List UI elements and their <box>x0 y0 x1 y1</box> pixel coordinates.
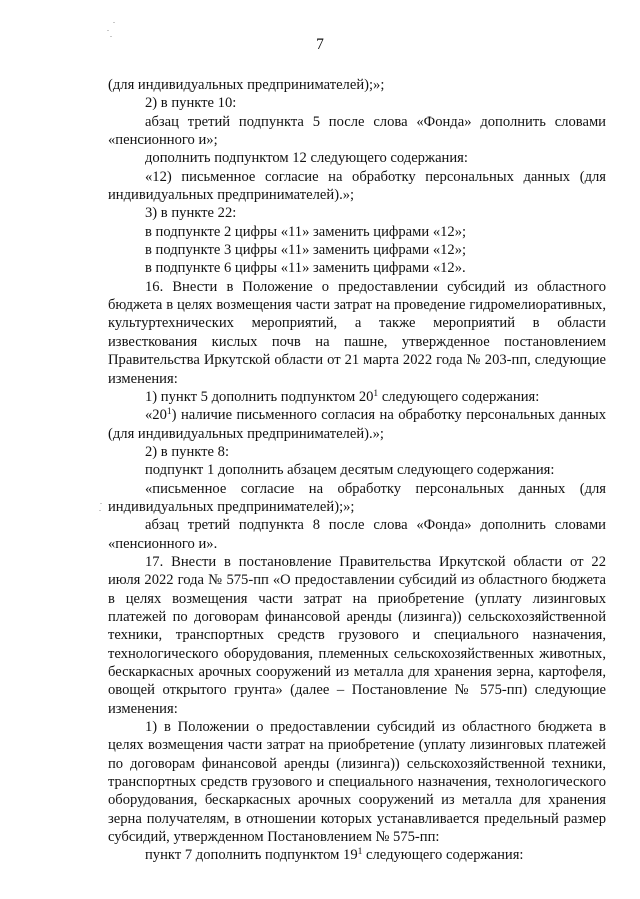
paragraph-text: пункт 7 дополнить подпунктом 19 <box>145 847 358 864</box>
paragraph <box>108 443 606 461</box>
paragraph-text: 17. Внести в постановление Правительства Иркутской области от 22 июля 2022 года № 575-пп «О предоставлении субсидий из областного бюджета в целях возмещения части затрат на приобретение (уплату лизинговых платежей по договорам финансовой аренды (лизинга)) сельскохозяйственной техники, транспортных средств грузового и специального назначения, технологического оборудования, племенных сельскохозяйственных животных, бескаркасных арочных сооружений из металла для хранения зерна, картофеля, овощей открытого грунта» (далее – Постановление № 575-пп) следующие изменения: <box>108 553 606 717</box>
paragraph-text: абзац третий подпункта 5 после слова «Фонда» дополнить словами «пенсионного и»; <box>108 113 606 149</box>
paragraph <box>108 846 606 864</box>
paragraph <box>108 149 606 167</box>
paragraph <box>108 278 606 388</box>
paragraph <box>108 516 606 553</box>
paragraph-text: «12) письменное согласие на обработку персональных данных (для индивидуальных предпринимателей).»; <box>108 168 606 204</box>
paragraph <box>108 223 606 241</box>
paragraph-text: 2) в пункте 10: <box>145 95 237 112</box>
superscript: 1 <box>373 388 379 399</box>
paragraph-text: 2) в пункте 8: <box>145 443 230 460</box>
paragraph <box>108 204 606 222</box>
scan-speck <box>100 503 102 504</box>
paragraph <box>108 241 606 259</box>
paragraph <box>108 113 606 150</box>
paragraph-text: абзац третий подпункта 8 после слова «Фонда» дополнить словами «пенсионного и». <box>108 517 606 552</box>
paragraph <box>108 259 606 277</box>
paragraph <box>108 388 606 406</box>
paragraph-text: ) наличие письменного согласия на обработку персональных данных (для индивидуальных предпринимателей).»; <box>108 407 606 442</box>
paragraph <box>108 406 606 443</box>
paragraph <box>108 480 606 517</box>
paragraph-text: «письменное согласие на обработку персональных данных (для индивидуальных предпринимателей);»; <box>108 480 606 515</box>
paragraph-text: 1) пункт 5 дополнить подпунктом 20 <box>145 388 374 405</box>
scan-speck <box>110 36 112 37</box>
paragraph <box>108 94 606 112</box>
scan-speck <box>99 510 101 511</box>
scan-speck <box>113 22 115 23</box>
paragraph-text: 3) в пункте 22: <box>145 205 237 222</box>
paragraph-text: в подпункте 6 цифры «11» заменить цифрами «12». <box>145 260 466 277</box>
paragraph-text: дополнить подпунктом 12 следующего содержания: <box>145 150 468 167</box>
paragraph <box>108 461 606 479</box>
document-body <box>108 76 606 865</box>
paragraph-text: 1) в Положении о предоставлении субсидий из областного бюджета в целях возмещения части затрат на приобретение (уплату лизинговых платежей по договорам финансовой аренды (лизинга)) сельскохозяйственной техники, транспортных средств грузового и специального назначения, технологического оборудования, бескаркасных арочных сооружений из металла для хранения зерна получателям, в отношении которых устанавливается предельный размер субсидий, утвержденном Постановлением № 575-пп: <box>108 719 606 846</box>
paragraph-text: следующего содержания: <box>362 847 524 864</box>
page-number: 7 <box>316 36 324 53</box>
paragraph-text: в подпункте 3 цифры «11» заменить цифрами «12»; <box>145 242 467 259</box>
paragraph-text: (для индивидуальных предпринимателей);»; <box>108 77 385 93</box>
superscript: 1 <box>166 407 172 418</box>
scan-speck <box>107 30 109 31</box>
paragraph-text: подпункт 1 дополнить абзацем десятым следующего содержания: <box>145 462 555 479</box>
superscript: 1 <box>357 847 363 858</box>
paragraph <box>108 553 606 718</box>
paragraph <box>108 76 606 94</box>
paragraph-text: 16. Внести в Положение о предоставлении субсидий из областного бюджета в целях возмещения части затрат на проведение гидромелиоративных, культуртехнических мероприятий, а также мероприятий в области известкования кислых почв на пашне, утвержденное постановлением Правительства Иркутской области от 21 марта 2022 года № 203-пп, следующие изменения: <box>108 278 606 387</box>
paragraph-text: «20 <box>145 407 167 424</box>
paragraph-text: в подпункте 2 цифры «11» заменить цифрами «12»; <box>145 223 467 240</box>
paragraph <box>108 718 606 846</box>
paragraph <box>108 168 606 205</box>
paragraph-text: следующего содержания: <box>378 388 540 405</box>
